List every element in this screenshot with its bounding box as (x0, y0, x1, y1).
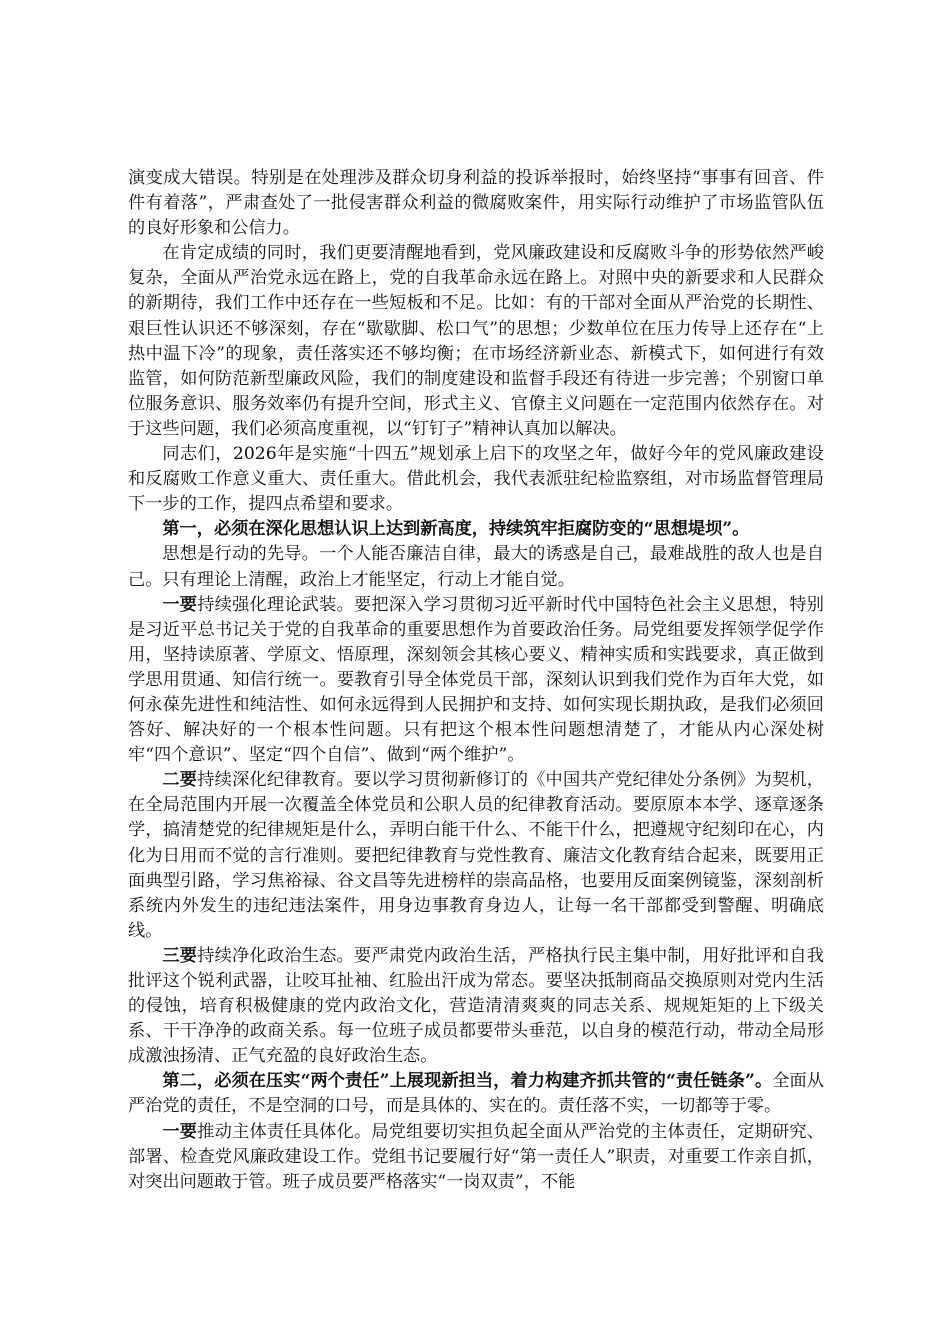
paragraph-text: 同志们，2026年是实施“十四五”规划承上启下的攻坚之年，做好今年的党风廉政建设和反腐败工作意义重大、责任重大。借此机会，我代表派驻纪检监察组，对市场监督管理局下一步的工作，提四点希望和要求。 (128, 444, 824, 515)
paragraph-point-2 (128, 768, 824, 944)
section-heading-first (128, 517, 824, 542)
paragraph-point-1 (128, 593, 824, 769)
section-heading-text: 第二，必须在压实“两个责任”上展现新担当，着力构建齐抓共管的“责任链条”。 (162, 1071, 773, 1092)
paragraph-text: 推动主体责任具体化。局党组要切实担负起全面从严治党的主体责任，定期研究、部署、检查党风廉政建设工作。党组书记要履行好“第一责任人”职责，对重要工作亲自抓，对突出问题敢于管。班子成员要严格落实“一岗双责”，不能 (128, 1121, 824, 1192)
paragraph-text: 持续强化理论武装。要把深入学习贯彻习近平新时代中国特色社会主义思想，特别是习近平总书记关于党的自我革命的重要思想作为首要政治任务。局党组要发挥领学促学作用，坚持读原著、学原文、悟原理，深刻领会其核心要义、精神实质和实践要求，真正做到学思用贯通、知信行统一。要教育引导全体党员干部，深刻认识到我们党作为百年大党，如何永葆先进性和纯洁性、如何永远得到人民拥护和支持、如何实现长期执政，是我们必须回答好、解决好的一个根本性问题。只有把这个根本性问题想清楚了，才能从内心深处树牢“四个意识”、坚定“四个自信”、做到“两个维护”。 (128, 594, 824, 766)
paragraph-point-3 (128, 944, 824, 1069)
point-lead: 三要 (162, 945, 198, 966)
paragraph-point-1-responsibility (128, 1120, 824, 1195)
paragraph-text: 持续净化政治生态。要严肃党内政治生活，严格执行民主集中制，用好批评和自我批评这个锐利武器，让咬耳扯袖、红脸出汗成为常态。要坚决抵制商品交换原则对党内生活的侵蚀，培育积极健康的党内政治文化，营造清清爽爽的同志关系、规规矩矩的上下级关系、干干净净的政商关系。每一位班子成员都要带头垂范，以自身的模范行动，带动全局形成激浊扬清、正气充盈的良好政治生态。 (128, 945, 824, 1067)
point-lead: 二要 (162, 770, 198, 791)
section-heading-second (128, 1069, 824, 1119)
paragraph-shortcomings (128, 241, 824, 442)
point-lead: 一要 (162, 594, 198, 615)
section-heading-text: 第一，必须在深化思想认识上达到新高度，持续筑牢拒腐防变的“思想堤坝”。 (162, 519, 750, 540)
paragraph-intro-continuation (128, 166, 824, 241)
point-lead: 一要 (162, 1121, 198, 1142)
paragraph-text: 在肯定成绩的同时，我们更要清醒地看到，党风廉政建设和反腐败斗争的形势依然严峻复杂，全面从严治党永远在路上，党的自我革命永远在路上。对照中央的新要求和人民群众的新期待，我们工作中还存在一些短板和不足。比如：有的干部对全面从严治党的长期性、艰巨性认识还不够深刻，存在“歇歇脚、松口气”的思想；少数单位在压力传导上还存在“上热中温下冷”的现象，责任落实还不够均衡；在市场经济新业态、新模式下，如何进行有效监管，如何防范新型廉政风险，我们的制度建设和监督手段还有待进一步完善；个别窗口单位服务意识、服务效率仍有提升空间，形式主义、官僚主义问题在一定范围内依然存在。对于这些问题，我们必须高度重视，以“钉钉子”精神认真加以解决。 (128, 243, 824, 439)
paragraph-text: 演变成大错误。特别是在处理涉及群众切身利益的投诉举报时，始终坚持“事事有回音、件件有着落”，严肃查处了一批侵害群众利益的微腐败案件，用实际行动维护了市场监管队伍的良好形象和公信力。 (128, 168, 824, 239)
paragraph-text: 持续深化纪律教育。要以学习贯彻新修订的《中国共产党纪律处分条例》为契机，在全局范围内开展一次覆盖全体党员和公职人员的纪律教育活动。要原原本本学、逐章逐条学，搞清楚党的纪律规矩是什么，弄明白能干什么、不能干什么，把遵规守纪刻印在心，内化为日用而不觉的言行准则。要把纪律教育与党性教育、廉洁文化教育结合起来，既要用正面典型引路，学习焦裕禄、谷文昌等先进榜样的崇高品格，也要用反面案例镜鉴，深刻剖析系统内外发生的违纪违法案件，用身边事教育身边人，让每一名干部都受到警醒、明确底线。 (128, 770, 824, 941)
document-page (128, 166, 824, 1195)
paragraph-text: 全面从严治党的责任，不是空洞的口号，而是具体的、实在的。责任落不实，一切都等于零。 (128, 1071, 824, 1117)
paragraph-text: 思想是行动的先导。一个人能否廉洁自律，最大的诱惑是自己，最难战胜的敌人也是自己。只有理论上清醒，政治上才能坚定，行动上才能自觉。 (128, 544, 824, 590)
paragraph-thought-guidance (128, 542, 824, 592)
paragraph-requirements-intro (128, 442, 824, 517)
